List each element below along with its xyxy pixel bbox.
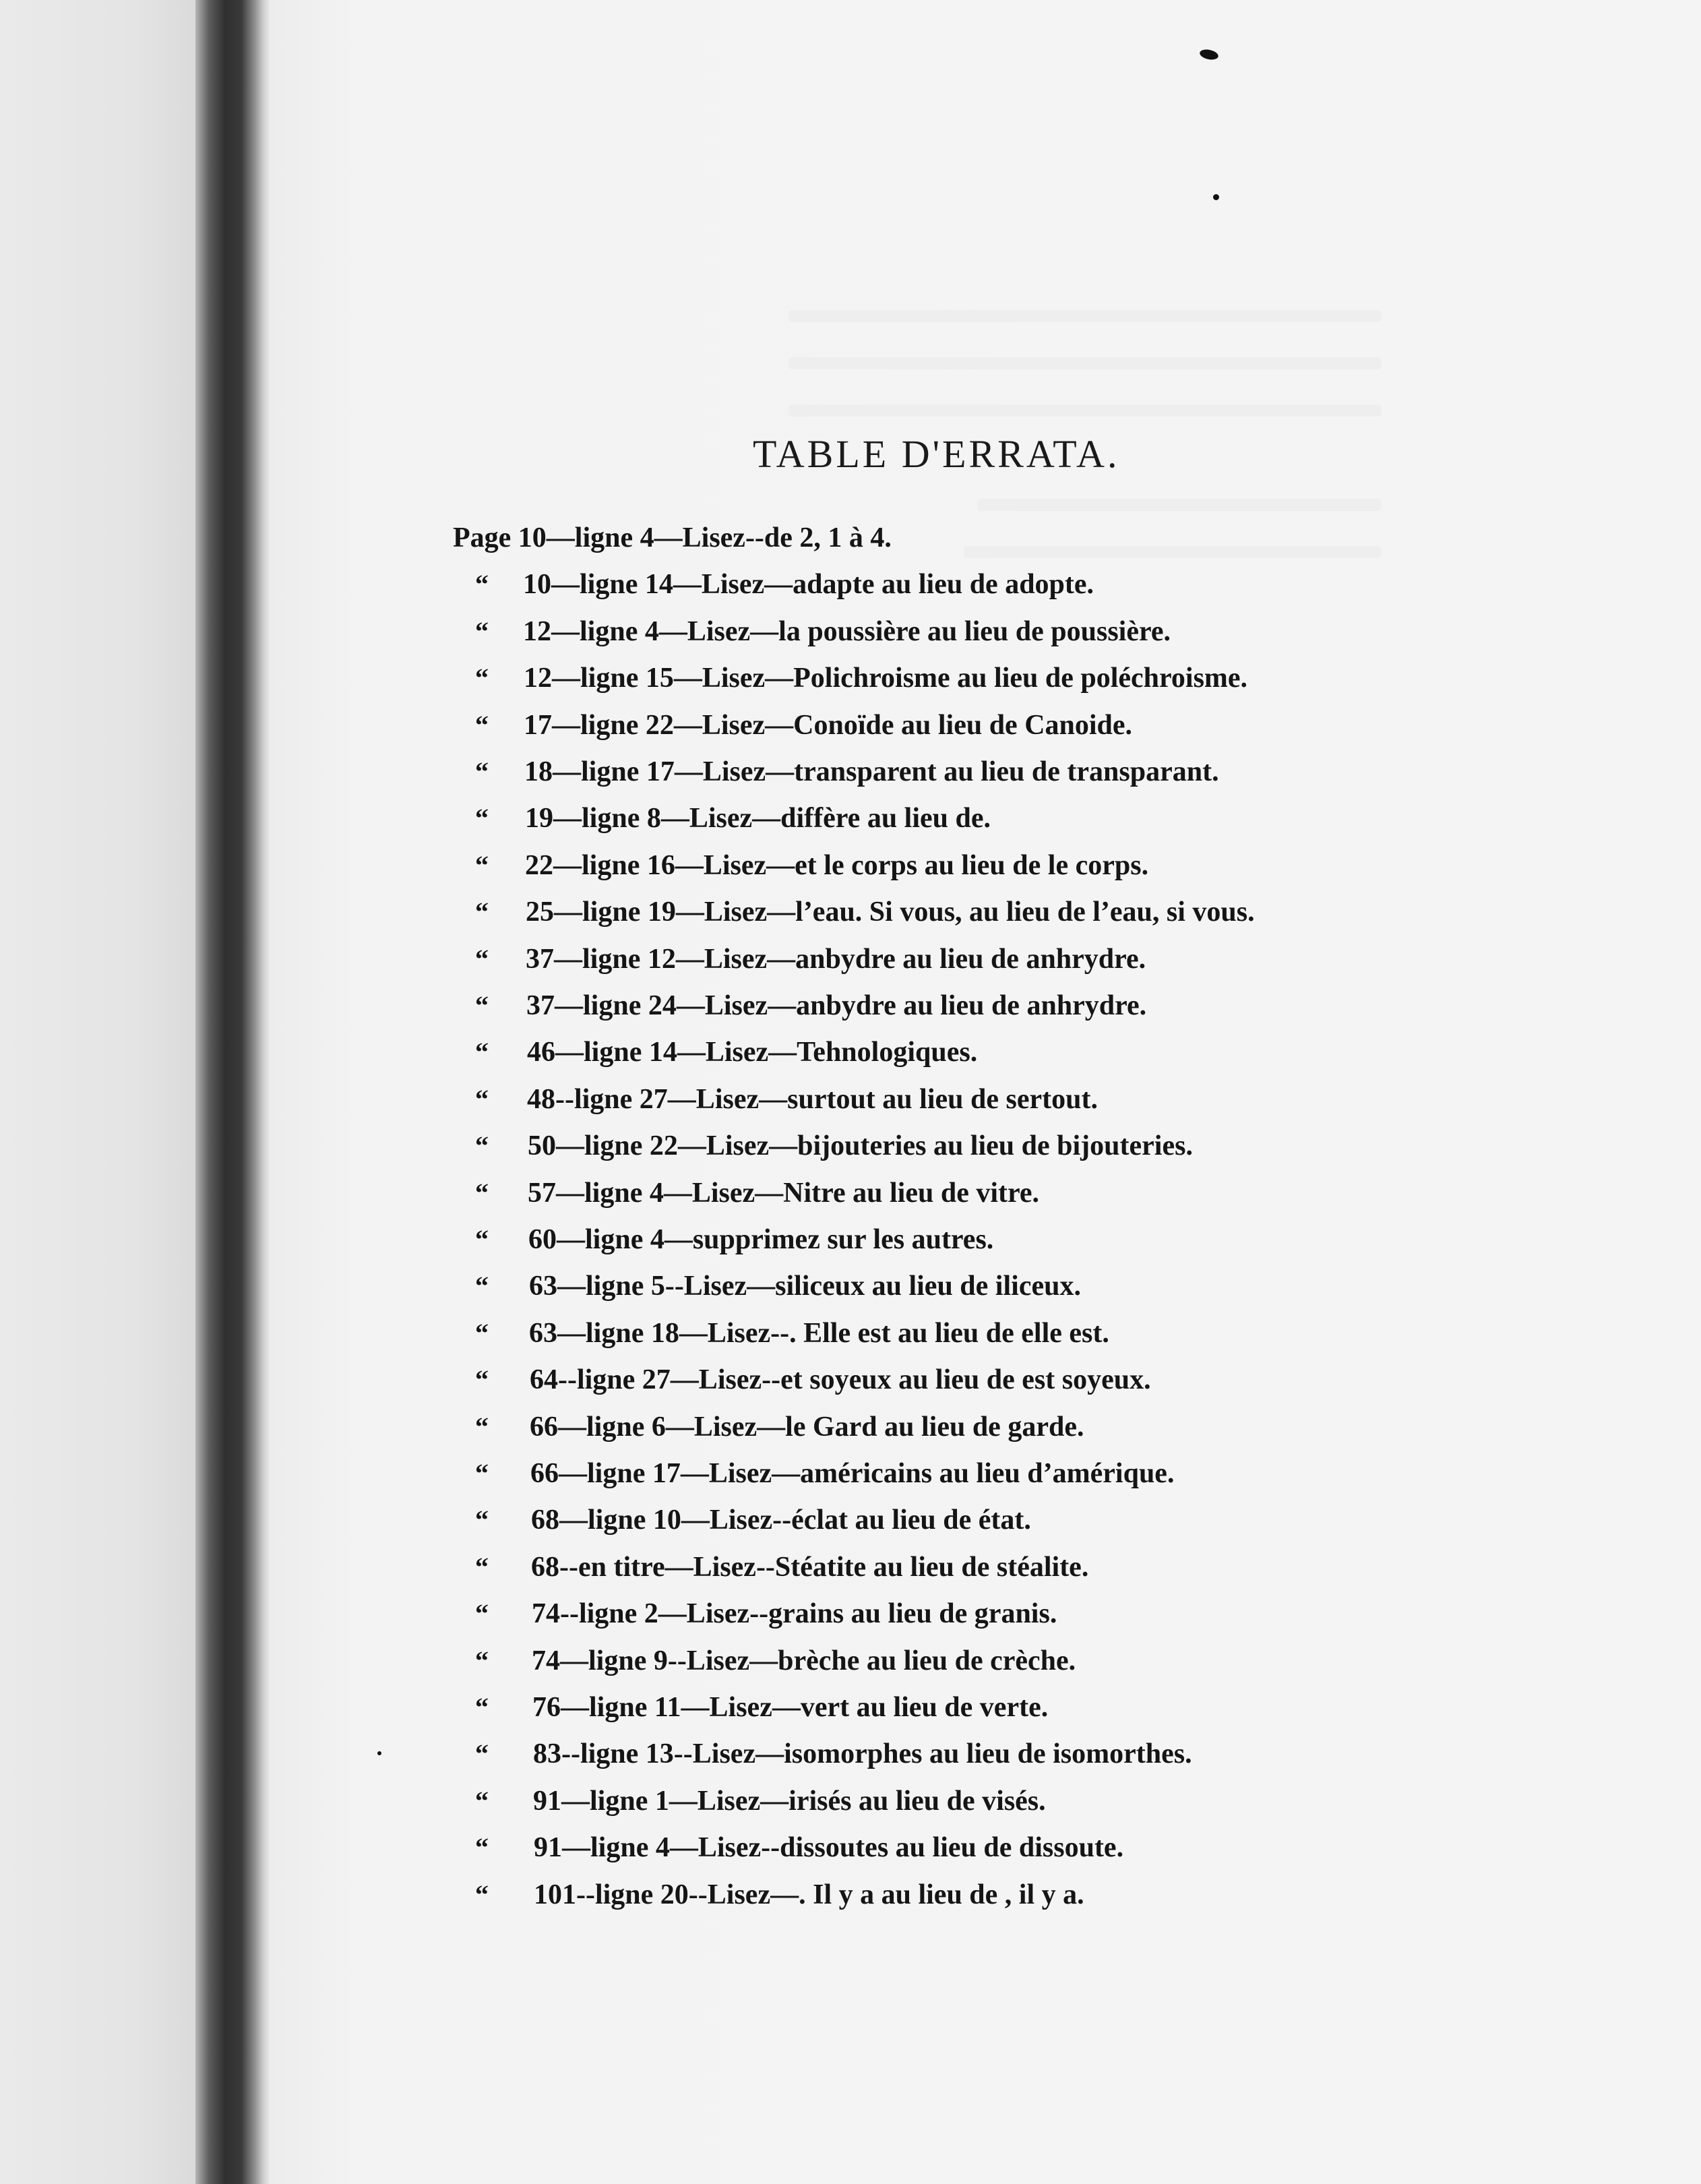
errata-entry-text: 17—ligne 22—Lisez—Conoïde au lieu de Canoide. [524, 709, 1133, 741]
errata-entry-text: 66—ligne 17—Lisez—américains au lieu d’amérique. [530, 1458, 1175, 1489]
page-title: TABLE D'ERRATA. [753, 432, 1120, 476]
errata-entry [0, 1079, 1701, 1120]
ditto-mark: “ [475, 1692, 489, 1722]
errata-entry [0, 1407, 1701, 1447]
ditto-mark: “ [475, 1271, 489, 1302]
errata-entry-text: 22—ligne 16—Lisez—et le corps au lieu de le corps. [525, 849, 1149, 881]
errata-entry-text: 76—ligne 11—Lisez—vert au lieu de verte. [532, 1692, 1049, 1723]
ditto-mark: “ [475, 1130, 489, 1161]
errata-entry-text: 63—ligne 5--Lisez—siliceux au lieu de iliceux. [529, 1271, 1081, 1302]
errata-entry-text: 68--en titre—Lisez--Stéatite au lieu de stéalite. [531, 1551, 1089, 1583]
ditto-mark: “ [475, 756, 489, 787]
ditto-mark: “ [475, 1598, 489, 1629]
errata-entry-text: 66—ligne 6—Lisez—le Gard au lieu de garde. [530, 1411, 1084, 1443]
errata-entry [0, 1500, 1701, 1540]
errata-entry [0, 1032, 1701, 1072]
ditto-mark: “ [475, 1645, 489, 1676]
ditto-mark: “ [475, 1832, 489, 1863]
errata-entry [0, 564, 1701, 605]
errata-entry-text: 57—ligne 4—Lisez—Nitre au lieu de vitre. [528, 1177, 1040, 1209]
errata-entry [0, 1219, 1701, 1260]
errata-entry-text: 18—ligne 17—Lisez—transparent au lieu de transparant. [524, 756, 1219, 787]
errata-entry [0, 518, 1701, 558]
errata-entry-text: 12—ligne 4—Lisez—la poussière au lieu de poussière. [523, 615, 1171, 647]
errata-entry-text: 74--ligne 2—Lisez--grains au lieu de granis. [532, 1598, 1057, 1630]
errata-entry [0, 658, 1701, 698]
errata-entry [0, 752, 1701, 792]
errata-entry-text: 60—ligne 4—supprimez sur les autres. [528, 1224, 994, 1255]
errata-entry-text: 101--ligne 20--Lisez—. Il y a au lieu de , il y a. [534, 1879, 1084, 1910]
errata-entry-text: Page 10—ligne 4—Lisez--de 2, 1 à 4. [453, 522, 892, 553]
errata-entry-text: 19—ligne 8—Lisez—diffère au lieu de. [525, 803, 991, 835]
errata-entry [0, 1687, 1701, 1728]
errata-entry [0, 1875, 1701, 1915]
ditto-mark: “ [475, 849, 489, 880]
ditto-mark: “ [475, 569, 489, 600]
errata-entry [0, 1453, 1701, 1494]
ditto-mark: “ [475, 1083, 489, 1114]
errata-entry [0, 1594, 1701, 1634]
errata-entry [0, 892, 1701, 932]
errata-entry-text: 83--ligne 13--Lisez—isomorphes au lieu de isomorthes. [533, 1738, 1192, 1770]
errata-entry [0, 705, 1701, 746]
errata-entry [0, 798, 1701, 839]
errata-entry-text: 63—ligne 18—Lisez--. Elle est au lieu de elle est. [529, 1317, 1109, 1349]
errata-entry-text: 37—ligne 12—Lisez—anbydre au lieu de anhrydre. [526, 943, 1146, 975]
errata-entry [0, 985, 1701, 1026]
errata-entry [0, 1827, 1701, 1868]
ditto-mark: “ [475, 615, 489, 646]
errata-entry [0, 845, 1701, 886]
ditto-mark: “ [475, 1551, 489, 1582]
ditto-mark: “ [475, 1224, 489, 1254]
ditto-mark: “ [475, 1364, 489, 1395]
ditto-mark: “ [475, 1177, 489, 1208]
ditto-mark: “ [475, 1458, 489, 1488]
errata-entry [0, 1173, 1701, 1213]
errata-entry-text: 48--ligne 27—Lisez—surtout au lieu de sertout. [527, 1083, 1098, 1115]
errata-entry-text: 12—ligne 15—Lisez—Polichroisme au lieu de poléchroisme. [524, 663, 1248, 694]
ditto-mark: “ [475, 1879, 489, 1910]
errata-entry [0, 1313, 1701, 1354]
ditto-mark: “ [475, 1785, 489, 1816]
errata-entry [0, 1360, 1701, 1400]
ditto-mark: “ [475, 1411, 489, 1442]
errata-entry [0, 1126, 1701, 1166]
ditto-mark: “ [475, 803, 489, 834]
ditto-mark: “ [475, 990, 489, 1021]
errata-entry [0, 1641, 1701, 1681]
errata-entry [0, 939, 1701, 979]
errata-entry-text: 25—ligne 19—Lisez—l’eau. Si vous, au lieu de l’eau, si vous. [526, 897, 1255, 928]
errata-entry-text: 46—ligne 14—Lisez—Tehnologiques. [527, 1037, 978, 1068]
errata-entry-text: 10—ligne 14—Lisez—adapte au lieu de adopte. [523, 569, 1094, 601]
ditto-mark: “ [475, 1505, 489, 1536]
errata-entry [0, 1266, 1701, 1306]
errata-entry-text: 64--ligne 27—Lisez--et soyeux au lieu de est soyeux. [530, 1364, 1151, 1396]
errata-entry [0, 611, 1701, 652]
ditto-mark: “ [475, 897, 489, 928]
errata-entry-text: 74—ligne 9--Lisez—brèche au lieu de crèche. [532, 1645, 1076, 1676]
ditto-mark: “ [475, 1317, 489, 1348]
errata-entry [0, 1781, 1701, 1821]
errata-entry-text: 37—ligne 24—Lisez—anbydre au lieu de anhrydre. [526, 990, 1147, 1021]
errata-entry-text: 50—ligne 22—Lisez—bijouteries au lieu de bijouteries. [528, 1130, 1193, 1162]
ditto-mark: “ [475, 943, 489, 974]
ditto-mark: “ [475, 1037, 489, 1068]
errata-entry-text: 68—ligne 10—Lisez--éclat au lieu de état. [531, 1505, 1031, 1536]
errata-entry-text: 91—ligne 1—Lisez—irisés au lieu de visés. [533, 1785, 1046, 1817]
ditto-mark: “ [475, 1738, 489, 1769]
ditto-mark: “ [475, 663, 489, 694]
errata-entry [0, 1734, 1701, 1774]
errata-entry [0, 1547, 1701, 1587]
errata-entry-text: 91—ligne 4—Lisez--dissoutes au lieu de dissoute. [534, 1832, 1124, 1864]
ditto-mark: “ [475, 709, 489, 740]
